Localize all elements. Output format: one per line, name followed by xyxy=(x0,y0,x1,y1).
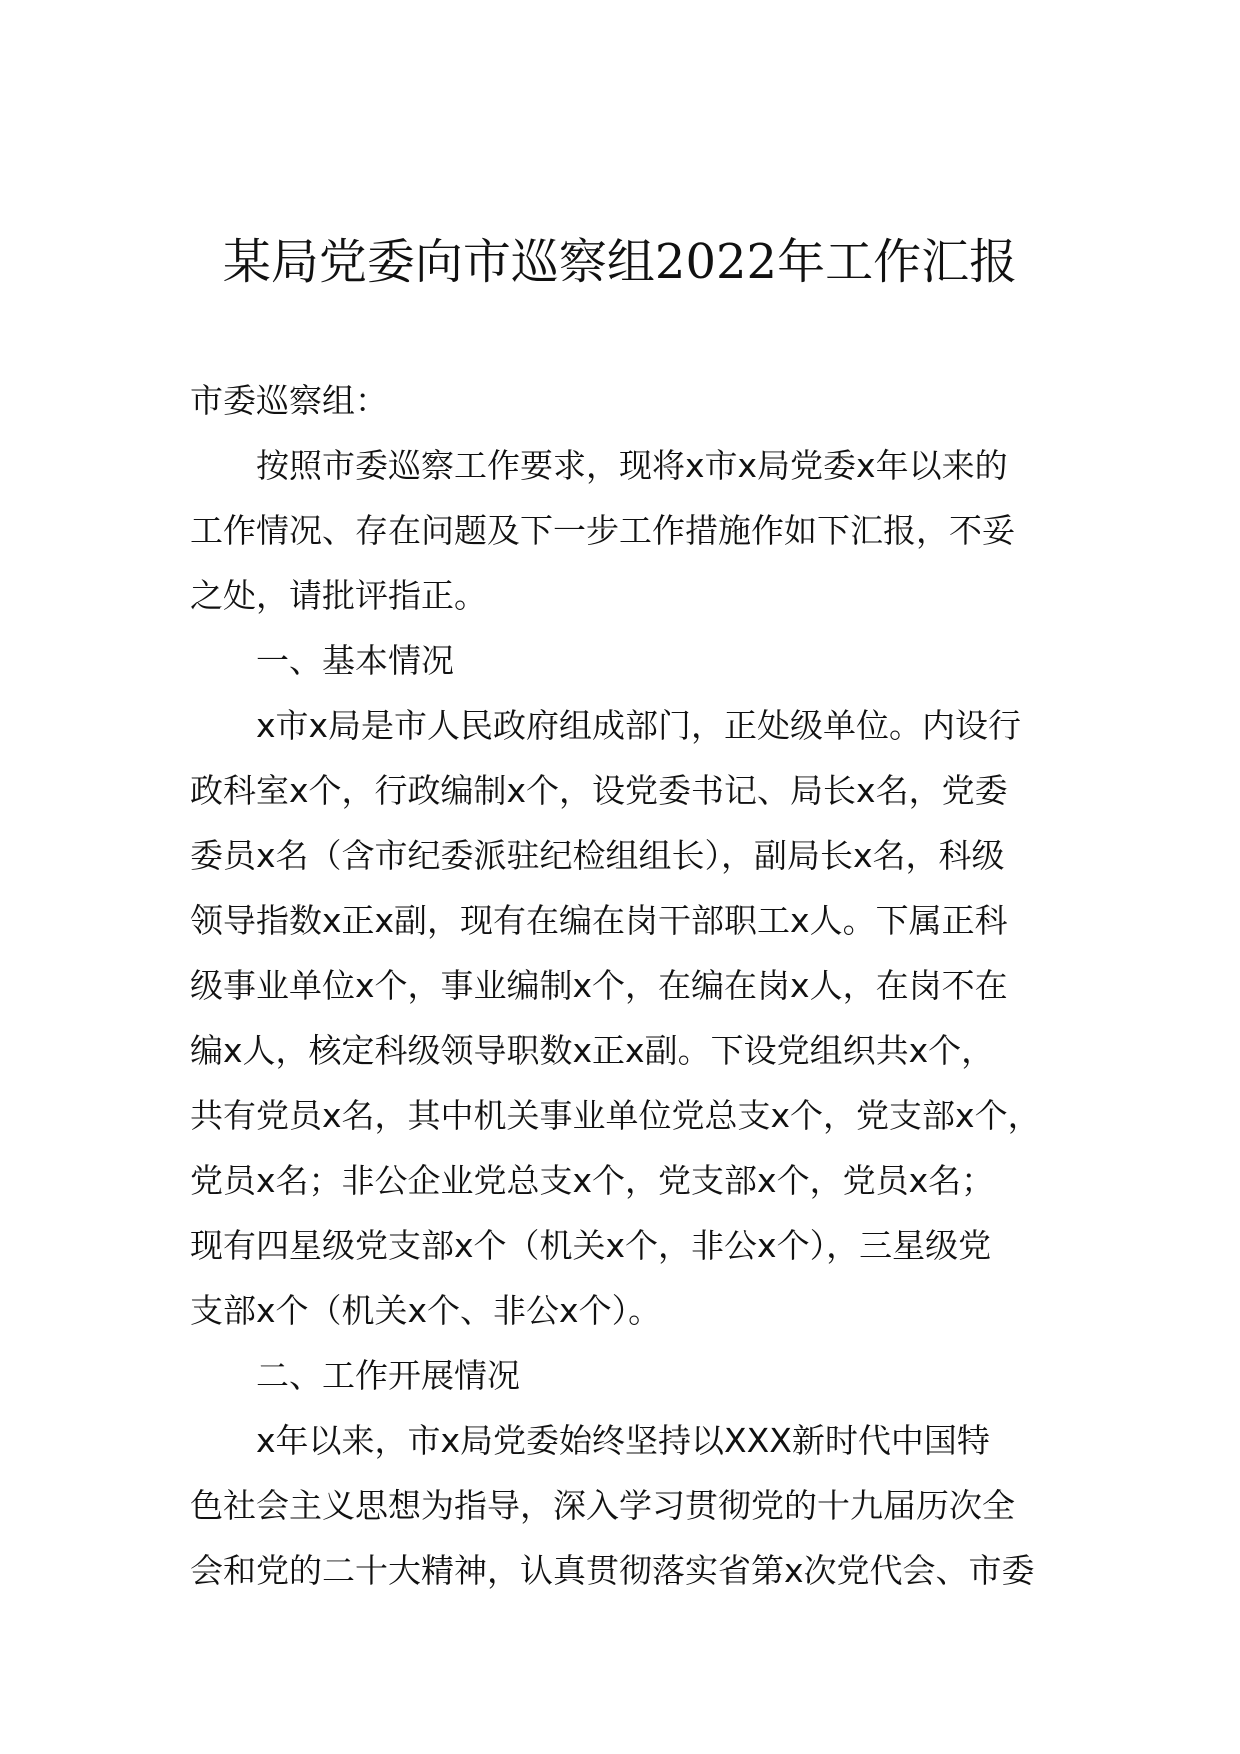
paragraph-line: 之处，请批评指正。 xyxy=(190,576,487,615)
document-body xyxy=(190,368,1070,1603)
section-heading: 二、工作开展情况 xyxy=(256,1356,520,1395)
paragraph-line: 级事业单位x个，事业编制x个，在编在岗x人，在岗不在 xyxy=(190,966,1008,1005)
paragraph-line: 委员x名（含市纪委派驻纪检组组长），副局长x名，科级 xyxy=(190,836,1005,875)
document-title: 某局党委向市巡察组2022年工作汇报 xyxy=(222,234,1018,290)
paragraph-line: 领导指数x正x副，现有在编在岗干部职工x人。下属正科 xyxy=(190,901,1008,940)
paragraph-line: 共有党员x名，其中机关事业单位党总支x个，党支部x个， xyxy=(190,1096,1041,1135)
paragraph-line: 按照市委巡察工作要求，现将x市x局党委x年以来的 xyxy=(256,446,1008,485)
salutation: 市委巡察组： xyxy=(190,381,388,420)
paragraph-line: 党员x名；非公企业党总支x个，党支部x个，党员x名； xyxy=(190,1161,995,1200)
paragraph-line: 色社会主义思想为指导，深入学习贯彻党的十九届历次全 xyxy=(190,1486,1015,1525)
paragraph-line: 工作情况、存在问题及下一步工作措施作如下汇报，不妥 xyxy=(190,511,1015,550)
paragraph-line: 支部x个（机关x个、非公x个）。 xyxy=(190,1291,662,1330)
paragraph-line: 政科室x个，行政编制x个，设党委书记、局长x名，党委 xyxy=(190,771,1008,810)
paragraph-line: x市x局是市人民政府组成部门，正处级单位。内设行 xyxy=(256,706,1022,745)
section-heading: 一、基本情况 xyxy=(256,641,454,680)
paragraph-line: 会和党的二十大精神，认真贯彻落实省第x次党代会、市委 xyxy=(190,1551,1035,1590)
paragraph-line: 编x人，核定科级领导职数x正x副。下设党组织共x个， xyxy=(190,1031,995,1070)
paragraph-line: 现有四星级党支部x个（机关x个，非公x个），三星级党 xyxy=(190,1226,992,1265)
paragraph-line: x年以来，市x局党委始终坚持以XXX新时代中国特 xyxy=(256,1421,990,1460)
